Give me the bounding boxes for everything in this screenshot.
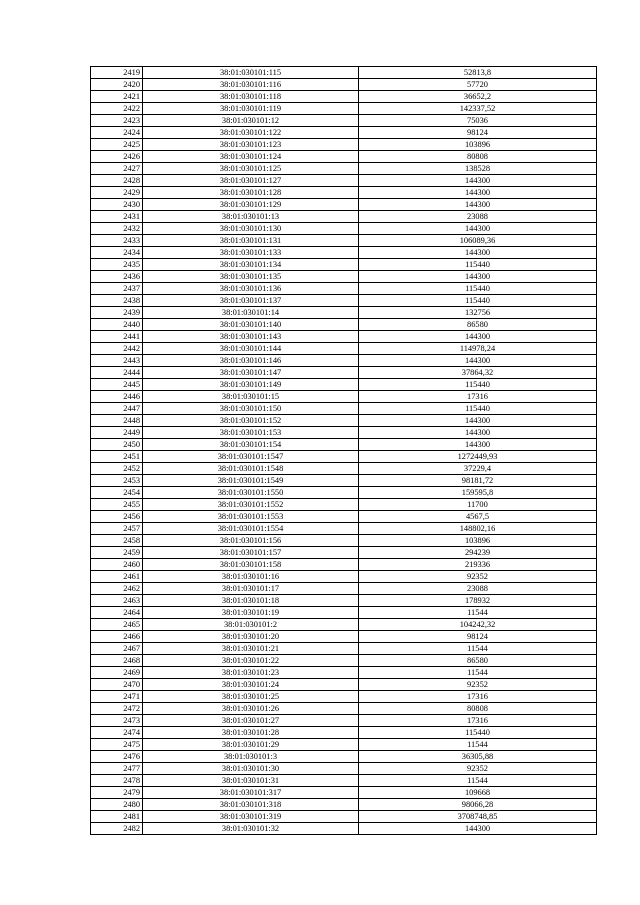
table-row	[91, 259, 597, 271]
table-row	[91, 715, 597, 727]
cadastral-value-cell: 144300	[359, 271, 597, 283]
row-number-cell: 2441	[91, 331, 143, 343]
cadastral-value-cell: 144300	[359, 427, 597, 439]
cadastral-value-cell: 109668	[359, 787, 597, 799]
row-number-cell: 2433	[91, 235, 143, 247]
table-row	[91, 187, 597, 199]
table-row	[91, 511, 597, 523]
cadastral-number-cell: 38:01:030101:147	[143, 367, 359, 379]
row-number-cell: 2431	[91, 211, 143, 223]
cadastral-value-cell: 115440	[359, 403, 597, 415]
cadastral-number-cell: 38:01:030101:154	[143, 439, 359, 451]
cadastral-value-cell: 142337,52	[359, 103, 597, 115]
cadastral-number-cell: 38:01:030101:3	[143, 751, 359, 763]
cadastral-value-cell: 11544	[359, 643, 597, 655]
cadastral-number-cell: 38:01:030101:13	[143, 211, 359, 223]
row-number-cell: 2466	[91, 631, 143, 643]
cadastral-number-cell: 38:01:030101:1554	[143, 523, 359, 535]
cadastral-value-cell: 144300	[359, 331, 597, 343]
cadastral-number-cell: 38:01:030101:157	[143, 547, 359, 559]
cadastral-value-cell: 219336	[359, 559, 597, 571]
row-number-cell: 2456	[91, 511, 143, 523]
cadastral-value-cell: 144300	[359, 355, 597, 367]
row-number-cell: 2477	[91, 763, 143, 775]
row-number-cell: 2451	[91, 451, 143, 463]
cadastral-value-cell: 138528	[359, 163, 597, 175]
row-number-cell: 2440	[91, 319, 143, 331]
cadastral-number-cell: 38:01:030101:19	[143, 607, 359, 619]
table-row	[91, 403, 597, 415]
cadastral-value-cell: 115440	[359, 727, 597, 739]
row-number-cell: 2473	[91, 715, 143, 727]
row-number-cell: 2452	[91, 463, 143, 475]
cadastral-number-cell: 38:01:030101:1548	[143, 463, 359, 475]
cadastral-value-cell: 144300	[359, 199, 597, 211]
table-row	[91, 487, 597, 499]
row-number-cell: 2426	[91, 151, 143, 163]
cadastral-number-cell: 38:01:030101:30	[143, 763, 359, 775]
cadastral-number-cell: 38:01:030101:26	[143, 703, 359, 715]
table-row	[91, 367, 597, 379]
cadastral-value-cell: 104242,32	[359, 619, 597, 631]
cadastral-value-cell: 86580	[359, 655, 597, 667]
cadastral-value-cell: 98124	[359, 631, 597, 643]
cadastral-number-cell: 38:01:030101:115	[143, 67, 359, 79]
cadastral-value-cell: 11544	[359, 607, 597, 619]
table-row	[91, 115, 597, 127]
cadastral-value-cell: 294239	[359, 547, 597, 559]
row-number-cell: 2458	[91, 535, 143, 547]
row-number-cell: 2475	[91, 739, 143, 751]
table-row	[91, 679, 597, 691]
table-row	[91, 223, 597, 235]
cadastral-number-cell: 38:01:030101:2	[143, 619, 359, 631]
cadastral-value-cell: 92352	[359, 763, 597, 775]
table-row	[91, 415, 597, 427]
cadastral-number-cell: 38:01:030101:146	[143, 355, 359, 367]
row-number-cell: 2460	[91, 559, 143, 571]
table-row	[91, 379, 597, 391]
cadastral-number-cell: 38:01:030101:1553	[143, 511, 359, 523]
row-number-cell: 2461	[91, 571, 143, 583]
row-number-cell: 2482	[91, 823, 143, 835]
cadastral-number-cell: 38:01:030101:12	[143, 115, 359, 127]
row-number-cell: 2481	[91, 811, 143, 823]
row-number-cell: 2465	[91, 619, 143, 631]
cadastral-number-cell: 38:01:030101:317	[143, 787, 359, 799]
table-row	[91, 211, 597, 223]
table-row	[91, 547, 597, 559]
table-row	[91, 499, 597, 511]
cadastral-value-cell: 75036	[359, 115, 597, 127]
cadastral-number-cell: 38:01:030101:1549	[143, 475, 359, 487]
cadastral-number-cell: 38:01:030101:131	[143, 235, 359, 247]
table-row	[91, 67, 597, 79]
table-row	[91, 535, 597, 547]
cadastral-number-cell: 38:01:030101:318	[143, 799, 359, 811]
row-number-cell: 2471	[91, 691, 143, 703]
row-number-cell: 2469	[91, 667, 143, 679]
row-number-cell: 2476	[91, 751, 143, 763]
cadastral-number-cell: 38:01:030101:14	[143, 307, 359, 319]
cadastral-value-cell: 159595,8	[359, 487, 597, 499]
cadastral-value-cell: 148802,16	[359, 523, 597, 535]
cadastral-number-cell: 38:01:030101:116	[143, 79, 359, 91]
table-row	[91, 331, 597, 343]
row-number-cell: 2457	[91, 523, 143, 535]
cadastral-number-cell: 38:01:030101:129	[143, 199, 359, 211]
table-row	[91, 283, 597, 295]
cadastral-number-cell: 38:01:030101:22	[143, 655, 359, 667]
table-row	[91, 151, 597, 163]
table-row	[91, 427, 597, 439]
cadastral-number-cell: 38:01:030101:123	[143, 139, 359, 151]
row-number-cell: 2436	[91, 271, 143, 283]
cadastral-number-cell: 38:01:030101:140	[143, 319, 359, 331]
table-row	[91, 163, 597, 175]
cadastral-value-cell: 144300	[359, 823, 597, 835]
row-number-cell: 2420	[91, 79, 143, 91]
row-number-cell: 2442	[91, 343, 143, 355]
cadastral-value-cell: 144300	[359, 175, 597, 187]
cadastral-number-cell: 38:01:030101:156	[143, 535, 359, 547]
table-row	[91, 787, 597, 799]
cadastral-number-cell: 38:01:030101:124	[143, 151, 359, 163]
row-number-cell: 2429	[91, 187, 143, 199]
cadastral-value-cell: 144300	[359, 247, 597, 259]
row-number-cell: 2447	[91, 403, 143, 415]
cadastral-value-cell: 4567,5	[359, 511, 597, 523]
table-row	[91, 307, 597, 319]
row-number-cell: 2464	[91, 607, 143, 619]
table-row	[91, 691, 597, 703]
table-row	[91, 463, 597, 475]
row-number-cell: 2438	[91, 295, 143, 307]
cadastral-value-cell: 57720	[359, 79, 597, 91]
cadastral-number-cell: 38:01:030101:25	[143, 691, 359, 703]
row-number-cell: 2459	[91, 547, 143, 559]
cadastral-number-cell: 38:01:030101:152	[143, 415, 359, 427]
table-row	[91, 139, 597, 151]
table-row	[91, 643, 597, 655]
table-row	[91, 607, 597, 619]
cadastral-value-cell: 17316	[359, 691, 597, 703]
cadastral-value-cell: 98066,28	[359, 799, 597, 811]
cadastral-value-cell: 103896	[359, 535, 597, 547]
table-row	[91, 475, 597, 487]
cadastral-value-cell: 144300	[359, 223, 597, 235]
cadastral-number-cell: 38:01:030101:23	[143, 667, 359, 679]
row-number-cell: 2432	[91, 223, 143, 235]
row-number-cell: 2434	[91, 247, 143, 259]
cadastral-value-cell: 3708748,85	[359, 811, 597, 823]
row-number-cell: 2425	[91, 139, 143, 151]
cadastral-value-cell: 36652,2	[359, 91, 597, 103]
cadastral-number-cell: 38:01:030101:127	[143, 175, 359, 187]
table-body	[91, 67, 597, 835]
table-row	[91, 343, 597, 355]
cadastral-number-cell: 38:01:030101:158	[143, 559, 359, 571]
table-row	[91, 451, 597, 463]
cadastral-value-cell: 11544	[359, 775, 597, 787]
cadastral-number-cell: 38:01:030101:1547	[143, 451, 359, 463]
cadastral-number-cell: 38:01:030101:118	[143, 91, 359, 103]
cadastral-value-cell: 106089,36	[359, 235, 597, 247]
cadastral-number-cell: 38:01:030101:20	[143, 631, 359, 643]
table-row	[91, 523, 597, 535]
cadastral-number-cell: 38:01:030101:135	[143, 271, 359, 283]
cadastral-value-cell: 144300	[359, 439, 597, 451]
cadastral-value-cell: 80808	[359, 703, 597, 715]
cadastral-number-cell: 38:01:030101:16	[143, 571, 359, 583]
cadastral-number-cell: 38:01:030101:18	[143, 595, 359, 607]
cadastral-number-cell: 38:01:030101:133	[143, 247, 359, 259]
row-number-cell: 2468	[91, 655, 143, 667]
row-number-cell: 2446	[91, 391, 143, 403]
cadastral-value-cell: 92352	[359, 571, 597, 583]
row-number-cell: 2472	[91, 703, 143, 715]
row-number-cell: 2480	[91, 799, 143, 811]
table-row	[91, 91, 597, 103]
cadastral-value-cell: 11544	[359, 667, 597, 679]
row-number-cell: 2463	[91, 595, 143, 607]
cadastral-number-cell: 38:01:030101:28	[143, 727, 359, 739]
cadastral-value-cell: 115440	[359, 295, 597, 307]
cadastral-number-cell: 38:01:030101:130	[143, 223, 359, 235]
cadastral-value-cell: 23088	[359, 211, 597, 223]
table-row	[91, 439, 597, 451]
table-row	[91, 127, 597, 139]
row-number-cell: 2439	[91, 307, 143, 319]
table-row	[91, 271, 597, 283]
row-number-cell: 2423	[91, 115, 143, 127]
cadastral-value-cell: 103896	[359, 139, 597, 151]
cadastral-value-cell: 1272449,93	[359, 451, 597, 463]
table-row	[91, 247, 597, 259]
cadastral-value-table	[90, 66, 597, 835]
cadastral-value-cell: 23088	[359, 583, 597, 595]
cadastral-number-cell: 38:01:030101:319	[143, 811, 359, 823]
table-row	[91, 319, 597, 331]
row-number-cell: 2428	[91, 175, 143, 187]
cadastral-number-cell: 38:01:030101:24	[143, 679, 359, 691]
row-number-cell: 2421	[91, 91, 143, 103]
cadastral-value-cell: 36305,88	[359, 751, 597, 763]
row-number-cell: 2419	[91, 67, 143, 79]
row-number-cell: 2437	[91, 283, 143, 295]
cadastral-value-cell: 114978,24	[359, 343, 597, 355]
table-row	[91, 631, 597, 643]
cadastral-number-cell: 38:01:030101:134	[143, 259, 359, 271]
cadastral-number-cell: 38:01:030101:17	[143, 583, 359, 595]
row-number-cell: 2462	[91, 583, 143, 595]
table-row	[91, 355, 597, 367]
cadastral-number-cell: 38:01:030101:136	[143, 283, 359, 295]
cadastral-value-cell: 115440	[359, 259, 597, 271]
table-row	[91, 727, 597, 739]
table-row	[91, 235, 597, 247]
table-row	[91, 751, 597, 763]
cadastral-number-cell: 38:01:030101:1550	[143, 487, 359, 499]
table-row	[91, 823, 597, 835]
table-row	[91, 667, 597, 679]
row-number-cell: 2443	[91, 355, 143, 367]
table-row	[91, 655, 597, 667]
cadastral-value-cell: 178932	[359, 595, 597, 607]
cadastral-value-cell: 144300	[359, 187, 597, 199]
row-number-cell: 2430	[91, 199, 143, 211]
row-number-cell: 2424	[91, 127, 143, 139]
row-number-cell: 2478	[91, 775, 143, 787]
table-row	[91, 559, 597, 571]
cadastral-number-cell: 38:01:030101:150	[143, 403, 359, 415]
table-row	[91, 583, 597, 595]
row-number-cell: 2422	[91, 103, 143, 115]
row-number-cell: 2479	[91, 787, 143, 799]
table-row	[91, 739, 597, 751]
table-row	[91, 295, 597, 307]
row-number-cell: 2470	[91, 679, 143, 691]
cadastral-number-cell: 38:01:030101:21	[143, 643, 359, 655]
cadastral-value-cell: 115440	[359, 283, 597, 295]
table-row	[91, 571, 597, 583]
table-row	[91, 103, 597, 115]
cadastral-number-cell: 38:01:030101:29	[143, 739, 359, 751]
table-row	[91, 619, 597, 631]
cadastral-number-cell: 38:01:030101:122	[143, 127, 359, 139]
row-number-cell: 2455	[91, 499, 143, 511]
row-number-cell: 2474	[91, 727, 143, 739]
cadastral-value-cell: 132756	[359, 307, 597, 319]
cadastral-number-cell: 38:01:030101:15	[143, 391, 359, 403]
row-number-cell: 2448	[91, 415, 143, 427]
cadastral-value-cell: 37864,32	[359, 367, 597, 379]
cadastral-number-cell: 38:01:030101:143	[143, 331, 359, 343]
cadastral-number-cell: 38:01:030101:153	[143, 427, 359, 439]
row-number-cell: 2450	[91, 439, 143, 451]
cadastral-number-cell: 38:01:030101:31	[143, 775, 359, 787]
cadastral-value-cell: 98124	[359, 127, 597, 139]
row-number-cell: 2449	[91, 427, 143, 439]
table-row	[91, 391, 597, 403]
cadastral-number-cell: 38:01:030101:128	[143, 187, 359, 199]
table-row	[91, 79, 597, 91]
table-row	[91, 763, 597, 775]
cadastral-number-cell: 38:01:030101:125	[143, 163, 359, 175]
cadastral-value-cell: 11700	[359, 499, 597, 511]
row-number-cell: 2435	[91, 259, 143, 271]
cadastral-number-cell: 38:01:030101:32	[143, 823, 359, 835]
table-row	[91, 799, 597, 811]
table-row	[91, 175, 597, 187]
row-number-cell: 2444	[91, 367, 143, 379]
cadastral-value-cell: 17316	[359, 391, 597, 403]
row-number-cell: 2427	[91, 163, 143, 175]
cadastral-value-cell: 86580	[359, 319, 597, 331]
cadastral-value-cell: 115440	[359, 379, 597, 391]
cadastral-number-cell: 38:01:030101:1552	[143, 499, 359, 511]
row-number-cell: 2454	[91, 487, 143, 499]
cadastral-number-cell: 38:01:030101:119	[143, 103, 359, 115]
row-number-cell: 2453	[91, 475, 143, 487]
cadastral-value-cell: 52813,8	[359, 67, 597, 79]
cadastral-number-cell: 38:01:030101:144	[143, 343, 359, 355]
cadastral-value-cell: 144300	[359, 415, 597, 427]
cadastral-number-cell: 38:01:030101:149	[143, 379, 359, 391]
cadastral-number-cell: 38:01:030101:27	[143, 715, 359, 727]
table-row	[91, 811, 597, 823]
row-number-cell: 2445	[91, 379, 143, 391]
cadastral-value-cell: 37229,4	[359, 463, 597, 475]
table-row	[91, 199, 597, 211]
row-number-cell: 2467	[91, 643, 143, 655]
cadastral-value-cell: 80808	[359, 151, 597, 163]
cadastral-value-cell: 92352	[359, 679, 597, 691]
table-row	[91, 703, 597, 715]
cadastral-value-cell: 17316	[359, 715, 597, 727]
cadastral-value-cell: 98181,72	[359, 475, 597, 487]
cadastral-value-cell: 11544	[359, 739, 597, 751]
table-row	[91, 595, 597, 607]
table-row	[91, 775, 597, 787]
cadastral-number-cell: 38:01:030101:137	[143, 295, 359, 307]
